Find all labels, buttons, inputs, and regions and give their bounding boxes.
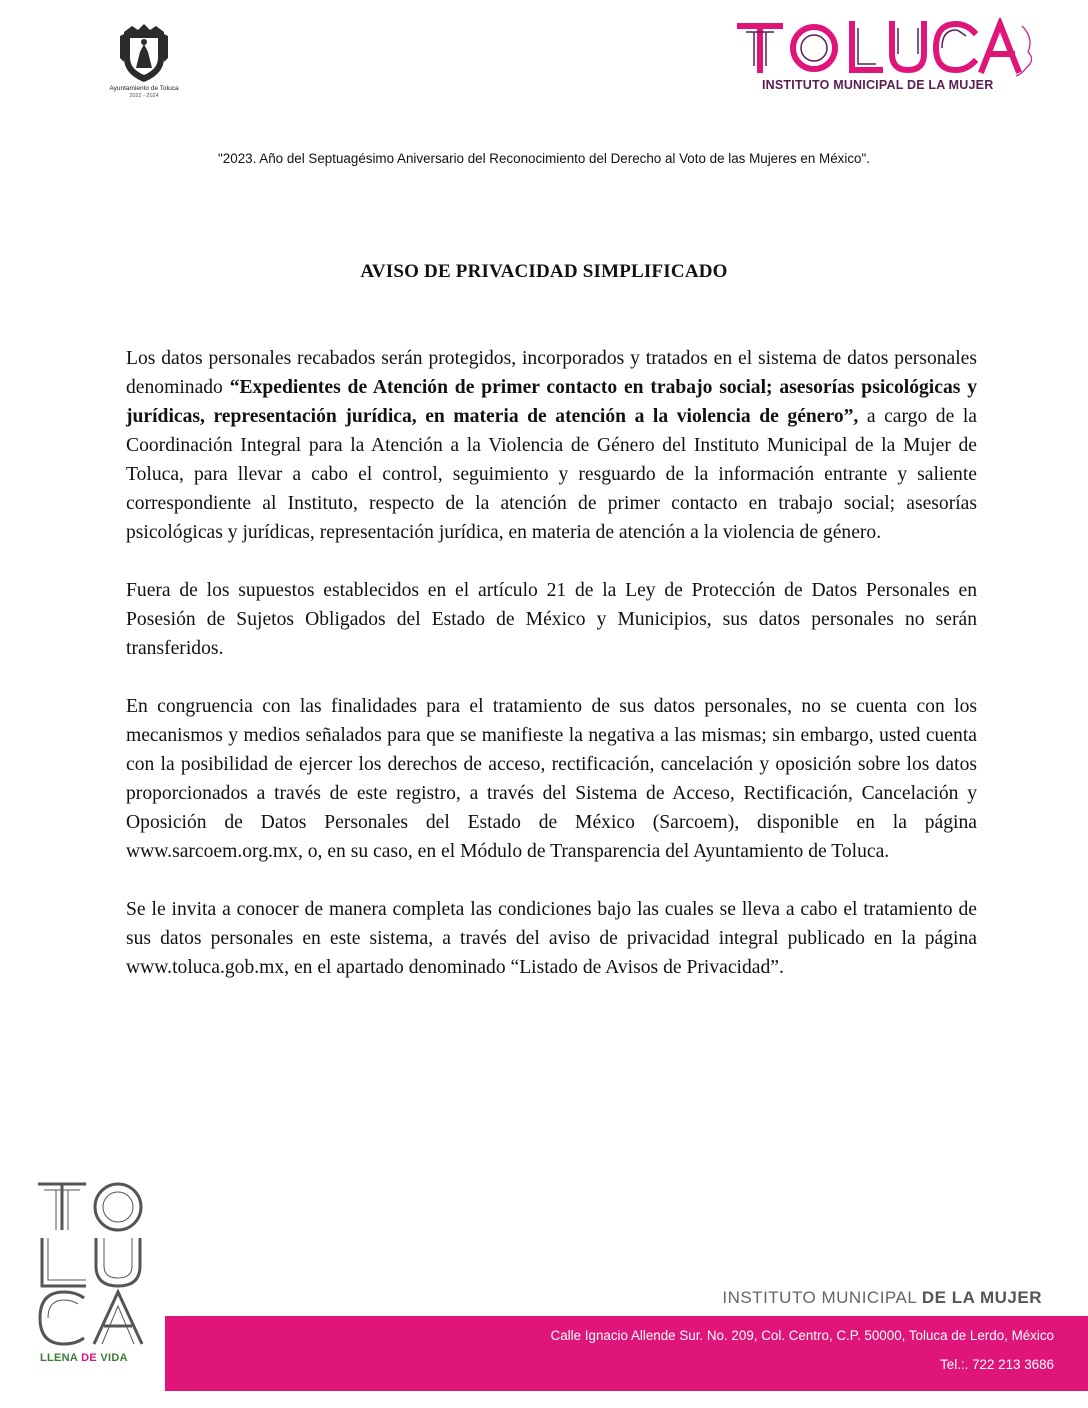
footer-phone: Tel.:. 722 213 3686 <box>940 1357 1054 1372</box>
paragraph-3: En congruencia con las finalidades para el tratamiento de sus datos personales, no se cuenta con los mecanismos y medios señalados para que se manifieste la negativa a las mismas; sin embargo, usted cuenta con la posibilidad de ejercer los derechos de acceso, rectificación, cancelación y oposición sobre los datos proporcionados a través de este registro, a través del Sistema de Acceso, Rectificación, Cancelación y Oposición de Datos Personales del Estado de México (Sarcoem), disponible en la página www.sarcoem.org.mx, o, en su caso, en el Módulo de Transparencia del Ayuntamiento de Toluca. <box>126 696 977 862</box>
toluca-stacked-wordmark-logo <box>36 1180 148 1348</box>
institute-footer-label <box>722 1288 1042 1308</box>
system-name-bold: “Expedientes de Atención de primer contacto en trabajo social; asesorías psicológicas y jurídicas, representación jurídica, en materia de atención a la violencia de género”, <box>126 377 977 427</box>
footer-address: Calle Ignacio Allende Sur. No. 209, Col. Centro, C.P. 50000, Toluca de Lerdo, México <box>550 1328 1054 1343</box>
tagline-de: DE <box>81 1352 101 1364</box>
toluca-footer-logo <box>36 1180 148 1370</box>
institute-footer-light: INSTITUTO MUNICIPAL <box>722 1288 922 1307</box>
footer-address-band <box>165 1316 1088 1391</box>
footer-tagline <box>40 1352 150 1364</box>
crest-years: 2022 - 2024 <box>129 93 159 99</box>
ayuntamiento-crest <box>96 22 192 112</box>
paragraph-2: Fuera de los supuestos establecidos en el artículo 21 de la Ley de Protección de Datos Personales en Posesión de Sujetos Obligados del Estado de México y Municipios, sus datos personales no serán transferidos. <box>126 580 977 659</box>
document-body <box>126 344 977 1011</box>
institute-footer-bold: DE LA MUJER <box>921 1288 1042 1307</box>
coat-of-arms-icon <box>118 22 170 84</box>
document-title: AVISO DE PRIVACIDAD SIMPLIFICADO <box>360 261 728 282</box>
year-motto: "2023. Año del Septuagésimo Aniversario del Reconocimiento del Derecho al Voto de las Mujeres en México". <box>218 151 870 166</box>
paragraph-1-intro: Los datos personales recabados serán protegidos, incorporados y tratados en el sistema de datos personales denominado <box>126 348 977 398</box>
crest-caption: Ayuntamiento de Toluca <box>109 85 179 92</box>
tagline-vida: VIDA <box>100 1352 128 1364</box>
paragraph-1-rest: a cargo de la Coordinación Integral para la Atención a la Violencia de Género del Instituto Municipal de la Mujer de Toluca, para llevar a cabo el control, seguimiento y resguardo de la información entrante y saliente correspondiente al Instituto, respecto de la atención de primer contacto en trabajo social; asesorías psicológicas y jurídicas, representación jurídica, en materia de atención a la violencia de género. <box>126 406 977 543</box>
toluca-wordmark-logo <box>736 18 1036 78</box>
tagline-llena: LLENA <box>40 1352 82 1364</box>
paragraph-1 <box>126 344 977 547</box>
paragraph-4: Se le invita a conocer de manera completa las condiciones bajo las cuales se lleva a cabo el tratamiento de sus datos personales en este sistema, a través del aviso de privacidad integral publicado en la página www.toluca.gob.mx, en el apartado denominado “Listado de Avisos de Privacidad”. <box>126 899 977 978</box>
imm-logo <box>736 18 1036 102</box>
imm-logo-subtitle: INSTITUTO MUNICIPAL DE LA MUJER <box>762 78 994 92</box>
